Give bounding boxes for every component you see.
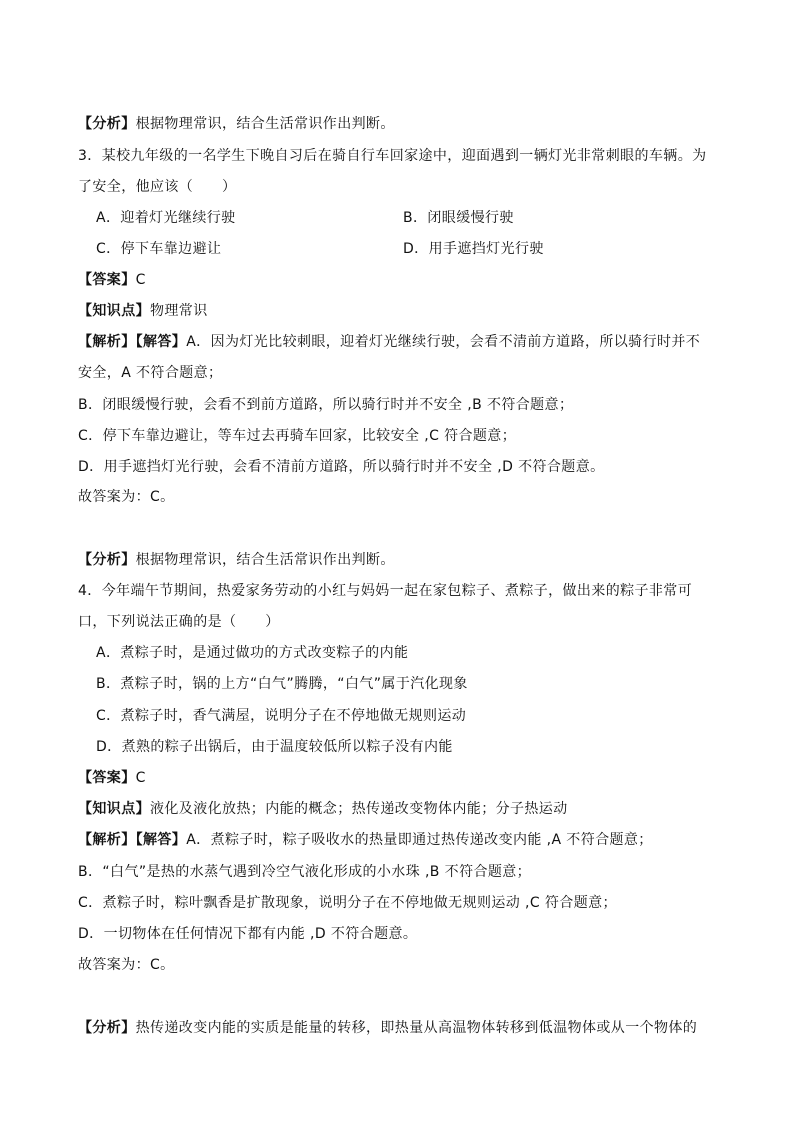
explain-tag: 【解析】【解答】: [78, 334, 187, 350]
q3-analysis: [78, 550, 395, 570]
knowledge-tag: 【知识点】: [78, 801, 150, 817]
q3-option-a: A．迎着灯光继续行驶: [96, 210, 236, 226]
explain-text: A．因为灯光比较刺眼，迎着灯光继续行驶，会看不清前方道路，所以骑行时并不: [186, 334, 701, 350]
q3-explain-line-4: C．停下车靠边避让，等车过去再骑车回家，比较安全 ,C 符合题意；: [78, 428, 517, 444]
analysis-text: 根据物理常识，结合生活常识作出判断。: [135, 552, 395, 568]
q4-option-a: A．煮粽子时，是通过做功的方式改变粽子的内能: [96, 645, 409, 661]
q3-explain-line-2: 安全，A 不符合题意；: [78, 365, 223, 381]
q4-conclusion: 故答案为：C。: [78, 957, 175, 973]
q3-option-c: C．停下车靠边避让: [96, 241, 222, 257]
q3-knowledge: [78, 301, 208, 321]
q3-explain-line-5: D．用手遮挡灯光行驶，会看不清前方道路，所以骑行时并不安全 ,D 不符合题意。: [78, 459, 605, 475]
q4-option-c: C．煮粽子时，香气满屋，说明分子在不停地做无规则运动: [96, 708, 467, 724]
analysis-tag: 【分析】: [78, 116, 136, 132]
explain-tag: 【解析】【解答】: [78, 832, 187, 848]
answer-value: C: [135, 770, 146, 786]
answer-value: C: [135, 272, 146, 288]
q4-option-b: B．煮粽子时，锅的上方“白气”腾腾，“白气”属于汽化现象: [96, 676, 468, 692]
q3-explain-line-1: [78, 332, 700, 352]
knowledge-value: 液化及液化放热；内能的概念；热传递改变物体内能；分子热运动: [150, 801, 568, 817]
q3-explain-line-3: B．闭眼缓慢行驶，会看不到前方道路，所以骑行时并不安全 ,B 不符合题意；: [78, 397, 574, 413]
knowledge-tag: 【知识点】: [78, 303, 150, 319]
q3-stem-line-1: 3．某校九年级的一名学生下晚自习后在骑自行车回家途中，迎面遇到一辆灯光非常刺眼的车辆。为: [78, 148, 707, 164]
analysis-text: 热传递改变内能的实质是能量的转移，即热量从高温物体转移到低温物体或从一个物体的: [135, 1020, 698, 1036]
q4-answer: [78, 768, 146, 788]
explain-text: A．煮粽子时，粽子吸收水的热量即通过热传递改变内能 ,A 不符合题意；: [186, 832, 653, 848]
answer-tag: 【答案】: [78, 770, 136, 786]
q4-analysis: [78, 1018, 697, 1038]
q4-stem-line-2: 口，下列说法正确的是（ ）: [78, 614, 280, 630]
q3-stem-line-2: 了安全，他应该（ ）: [78, 179, 237, 195]
q4-explain-line-4: D．一切物体在任何情况下都有内能 ,D 不符合题意。: [78, 926, 418, 942]
answer-tag: 【答案】: [78, 272, 136, 288]
q3-option-d: D．用手遮挡灯光行驶: [403, 241, 544, 257]
q4-explain-line-1: [78, 830, 653, 850]
q4-option-d: D．煮熟的粽子出锅后，由于温度较低所以粽子没有内能: [96, 739, 453, 755]
q3-answer: [78, 270, 146, 290]
q4-knowledge: [78, 799, 568, 819]
q3-conclusion: 故答案为：C。: [78, 489, 175, 505]
knowledge-value: 物理常识: [150, 303, 208, 319]
analysis-text: 根据物理常识，结合生活常识作出判断。: [135, 116, 395, 132]
q4-explain-line-3: C．煮粽子时，粽叶飘香是扩散现象，说明分子在不停地做无规则运动 ,C 符合题意；: [78, 895, 617, 911]
q4-explain-line-2: B．“白气”是热的水蒸气遇到冷空气液化形成的小水珠 ,B 不符合题意；: [78, 864, 532, 880]
q4-stem-line-1: 4．今年端午节期间，热爱家务劳动的小红与妈妈一起在家包粽子、煮粽子，做出来的粽子非常可: [78, 583, 693, 599]
q3-option-b: B．闭眼缓慢行驶: [403, 210, 514, 226]
q2-analysis: [78, 114, 395, 134]
analysis-tag: 【分析】: [78, 552, 136, 568]
analysis-tag: 【分析】: [78, 1020, 136, 1036]
